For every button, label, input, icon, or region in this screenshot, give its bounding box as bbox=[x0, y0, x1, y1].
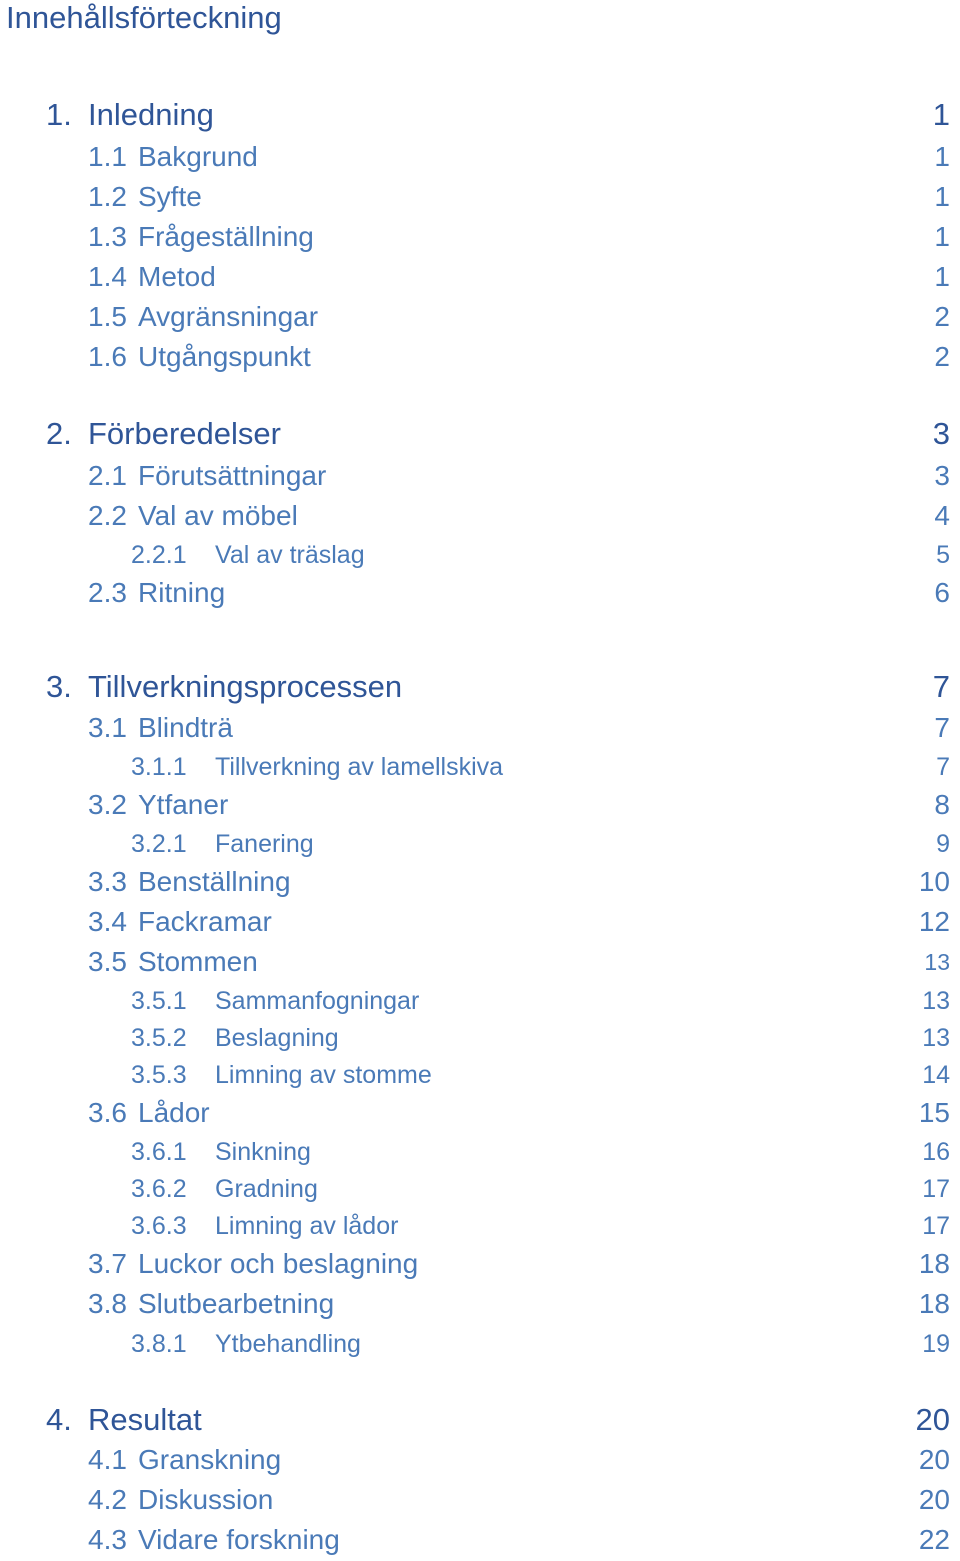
toc-entry-3-1-1[interactable] bbox=[0, 751, 960, 783]
toc-entry-label: Resultat bbox=[88, 1402, 202, 1437]
toc-entry-label: Lådor bbox=[138, 1097, 210, 1128]
toc-entry-number: 2.2 bbox=[88, 500, 127, 531]
toc-entry-label: Gradning bbox=[215, 1175, 318, 1203]
toc-entry-page: 12 bbox=[918, 906, 950, 937]
toc-entry-number: 4. bbox=[46, 1402, 72, 1437]
toc-entry-number: 4.2 bbox=[88, 1484, 127, 1515]
toc-entry-4-2[interactable] bbox=[0, 1482, 960, 1518]
toc-entry-3-2-1[interactable] bbox=[0, 828, 960, 860]
toc-entry-number: 2. bbox=[46, 416, 72, 451]
toc-entry-number: 2.3 bbox=[88, 577, 127, 608]
toc-entry-2[interactable] bbox=[0, 414, 960, 454]
toc-entry-label: Ytfaner bbox=[138, 789, 229, 820]
toc-entry-page: 15 bbox=[918, 1097, 950, 1128]
toc-entry-label: Avgränsningar bbox=[138, 301, 319, 332]
toc-entry-page: 17 bbox=[922, 1175, 950, 1203]
toc-entry-2-2[interactable] bbox=[0, 498, 960, 534]
toc-entry-3-7[interactable] bbox=[0, 1246, 960, 1282]
toc-entry-page: 13 bbox=[922, 1024, 950, 1052]
toc-entry-label: Förutsättningar bbox=[138, 460, 327, 491]
toc-entry-page: 18 bbox=[918, 1288, 950, 1319]
toc-entry-label: Fanering bbox=[215, 830, 314, 858]
toc-entry-4-1[interactable] bbox=[0, 1442, 960, 1478]
toc-entry-label: Val av möbel bbox=[138, 500, 298, 531]
toc-entry-number: 3.6.2 bbox=[131, 1175, 187, 1203]
toc-entry-label: Tillverkningsprocessen bbox=[88, 669, 403, 704]
toc-entry-3-2[interactable] bbox=[0, 787, 960, 823]
toc-entry-page: 9 bbox=[936, 830, 950, 858]
toc-entry-page: 1 bbox=[932, 97, 950, 132]
toc-entry-number: 3.6.3 bbox=[131, 1212, 187, 1240]
toc-entry-number: 1.2 bbox=[88, 181, 127, 212]
toc-entry-page: 1 bbox=[934, 261, 950, 292]
toc-entry-page: 22 bbox=[918, 1524, 950, 1555]
toc-entry-page: 16 bbox=[922, 1138, 950, 1166]
toc-entry-label: Val av träslag bbox=[215, 541, 365, 569]
toc-entry-page: 20 bbox=[918, 1444, 950, 1475]
toc-entry-label: Granskning bbox=[138, 1444, 282, 1475]
toc-entry-1-6[interactable] bbox=[0, 339, 960, 375]
toc-entry-1-2[interactable] bbox=[0, 179, 960, 215]
toc-entry-3-5[interactable] bbox=[0, 944, 960, 980]
toc-entry-page: 3 bbox=[934, 460, 950, 491]
toc-entry-number: 3.5 bbox=[88, 946, 127, 977]
toc-entry-4-3[interactable] bbox=[0, 1522, 960, 1558]
toc-entry-page: 1 bbox=[934, 181, 950, 212]
toc-entry-label: Limning av lådor bbox=[215, 1212, 399, 1240]
toc-entry-label: Förberedelser bbox=[88, 416, 281, 451]
toc-entry-label: Fackramar bbox=[138, 906, 272, 937]
toc-entry-label: Sinkning bbox=[215, 1138, 311, 1166]
toc-entry-label: Beslagning bbox=[215, 1024, 339, 1052]
toc-title: Innehållsförteckning bbox=[6, 0, 282, 35]
toc-entry-number: 3.7 bbox=[88, 1248, 127, 1279]
toc-entry-page: 18 bbox=[918, 1248, 950, 1279]
toc-entry-page: 19 bbox=[922, 1330, 950, 1358]
toc-entry-3-4[interactable] bbox=[0, 904, 960, 940]
toc-entry-number: 3.1.1 bbox=[131, 753, 187, 781]
toc-entry-3-1[interactable] bbox=[0, 710, 960, 746]
toc-entry-number: 3.1 bbox=[88, 712, 127, 743]
toc-entry-1-3[interactable] bbox=[0, 219, 960, 255]
toc-entry-number: 3.3 bbox=[88, 866, 127, 897]
toc-entry-number: 3.6.1 bbox=[131, 1138, 187, 1166]
toc-entry-page: 14 bbox=[922, 1061, 950, 1089]
toc-entry-3-6-2[interactable] bbox=[0, 1173, 960, 1205]
toc-entry-number: 1.1 bbox=[88, 141, 127, 172]
toc-entry-number: 3.2 bbox=[88, 789, 127, 820]
toc-entry-page: 7 bbox=[932, 669, 950, 704]
toc-entry-number: 3. bbox=[46, 669, 72, 704]
toc-entry-number: 3.2.1 bbox=[131, 830, 187, 858]
toc-entry-2-2-1[interactable] bbox=[0, 539, 960, 571]
toc-entry-number: 1.5 bbox=[88, 301, 127, 332]
toc-entry-label: Sammanfogningar bbox=[215, 987, 420, 1015]
toc-entry-page: 2 bbox=[934, 301, 950, 332]
toc-entry-3-6[interactable] bbox=[0, 1095, 960, 1131]
toc-entry-page: 17 bbox=[922, 1212, 950, 1240]
toc-entry-number: 2.2.1 bbox=[131, 541, 187, 569]
toc-entry-2-3[interactable] bbox=[0, 575, 960, 611]
toc-entry-number: 2.1 bbox=[88, 460, 127, 491]
toc-entry-label: Ytbehandling bbox=[215, 1330, 361, 1358]
toc-entry-page: 1 bbox=[934, 141, 950, 172]
toc-entry-page: 20 bbox=[918, 1484, 950, 1515]
toc-entry-page: 5 bbox=[936, 541, 950, 569]
toc-entry-page: 2 bbox=[934, 341, 950, 372]
toc-entry-label: Utgångspunkt bbox=[138, 341, 311, 372]
toc-entry-number: 3.5.3 bbox=[131, 1061, 187, 1089]
toc-entry-label: Tillverkning av lamellskiva bbox=[215, 753, 504, 781]
toc-entry-number: 3.6 bbox=[88, 1097, 127, 1128]
toc-entry-1[interactable] bbox=[0, 95, 960, 135]
toc-entry-page: 13 bbox=[924, 949, 950, 975]
toc-entry-page: 7 bbox=[934, 712, 950, 743]
toc-entry-label: Limning av stomme bbox=[215, 1061, 432, 1089]
toc-entry-page: 1 bbox=[934, 221, 950, 252]
toc-entry-3-5-1[interactable] bbox=[0, 985, 960, 1017]
toc-entry-label: Vidare forskning bbox=[138, 1524, 340, 1555]
toc-entry-1-4[interactable] bbox=[0, 259, 960, 295]
toc-entry-number: 4.3 bbox=[88, 1524, 127, 1555]
toc-entry-4[interactable] bbox=[0, 1400, 960, 1440]
toc-entry-label: Bakgrund bbox=[138, 141, 258, 172]
toc-entry-3-8[interactable] bbox=[0, 1286, 960, 1322]
toc-entry-page: 4 bbox=[934, 500, 950, 531]
toc-entry-label: Ritning bbox=[138, 577, 226, 608]
toc-entry-label: Slutbearbetning bbox=[138, 1288, 335, 1319]
toc-entry-2-1[interactable] bbox=[0, 458, 960, 494]
toc-entry-page: 7 bbox=[936, 753, 950, 781]
toc-entry-3-6-1[interactable] bbox=[0, 1136, 960, 1168]
toc-entry-number: 3.8.1 bbox=[131, 1330, 187, 1358]
toc-entry-page: 13 bbox=[922, 987, 950, 1015]
toc-entry-page: 6 bbox=[934, 577, 950, 608]
toc-entry-3-5-2[interactable] bbox=[0, 1022, 960, 1054]
toc-entry-3-6-3[interactable] bbox=[0, 1210, 960, 1242]
toc-entry-number: 1.6 bbox=[88, 341, 127, 372]
toc-entry-page: 20 bbox=[915, 1402, 950, 1437]
toc-entry-number: 1.4 bbox=[88, 261, 127, 292]
toc-entry-label: Luckor och beslagning bbox=[138, 1248, 419, 1279]
toc-entry-1-5[interactable] bbox=[0, 299, 960, 335]
toc-entry-number: 3.5.2 bbox=[131, 1024, 187, 1052]
toc-entry-number: 1.3 bbox=[88, 221, 127, 252]
toc-entry-label: Frågeställning bbox=[138, 221, 314, 252]
toc-entry-label: Metod bbox=[138, 261, 216, 292]
toc-entry-label: Diskussion bbox=[138, 1484, 274, 1515]
toc-entry-label: Blindträ bbox=[138, 712, 233, 743]
toc-entry-number: 3.4 bbox=[88, 906, 127, 937]
toc-entry-3-5-3[interactable] bbox=[0, 1059, 960, 1091]
toc-entry-page: 3 bbox=[932, 416, 950, 451]
toc-entry-label: Benställning bbox=[138, 866, 291, 897]
toc-entry-number: 1. bbox=[46, 97, 72, 132]
toc-entry-1-1[interactable] bbox=[0, 139, 960, 175]
toc-entry-page: 8 bbox=[934, 789, 950, 820]
toc-entry-3-8-1[interactable] bbox=[0, 1328, 960, 1360]
toc-entry-label: Syfte bbox=[138, 181, 202, 212]
toc-entry-label: Inledning bbox=[88, 97, 214, 132]
toc-entry-number: 4.1 bbox=[88, 1444, 127, 1475]
toc-entry-number: 3.8 bbox=[88, 1288, 127, 1319]
toc-entry-3-3[interactable] bbox=[0, 864, 960, 900]
toc-entry-number: 3.5.1 bbox=[131, 987, 187, 1015]
toc-entry-label: Stommen bbox=[138, 946, 258, 977]
toc-entry-page: 10 bbox=[918, 866, 950, 897]
toc-entry-3[interactable] bbox=[0, 667, 960, 707]
